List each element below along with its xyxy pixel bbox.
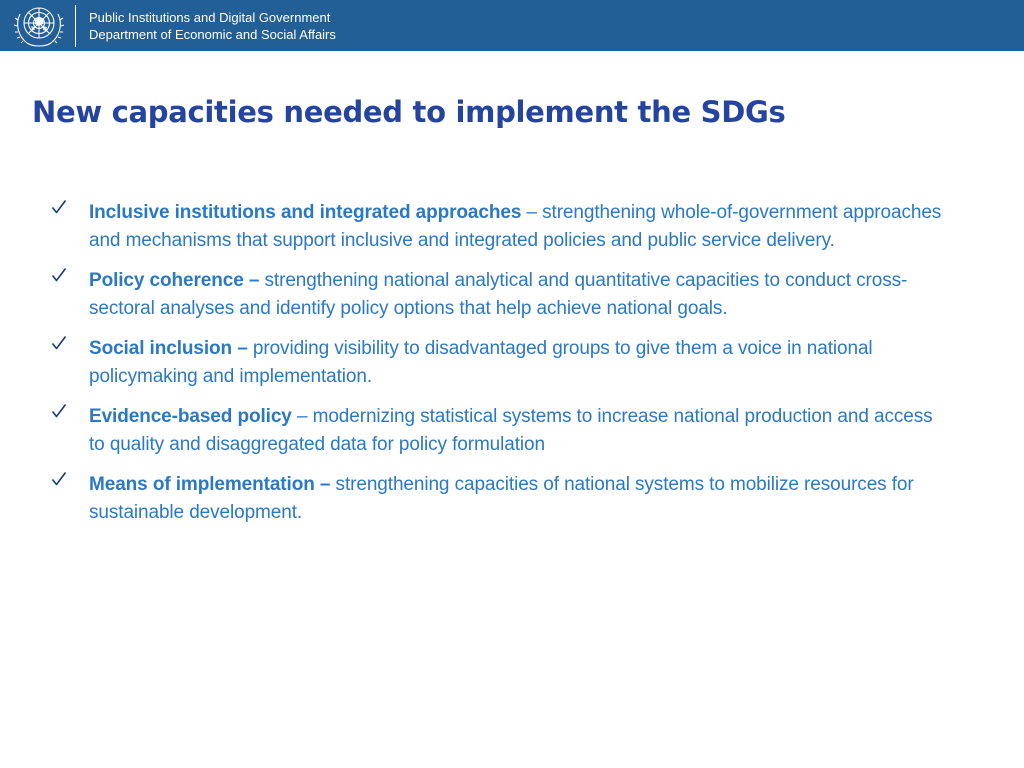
bullet-list — [0, 199, 1024, 539]
header-divider — [75, 5, 76, 47]
header-bar — [0, 0, 1024, 51]
bullet-description: strengthening capacities of national systems to mobilize resources for sustainable development. — [89, 474, 914, 523]
slide-title: New capacities needed to implement the SDGs — [32, 95, 786, 129]
checkmark-icon — [51, 403, 67, 419]
checkmark-icon — [51, 471, 67, 487]
checkmark-icon — [51, 267, 67, 283]
bullet-heading: Means of implementation – — [89, 474, 331, 495]
bullet-description: strengthening national analytical and quantitative capacities to conduct cross-sectoral analyses and identify policy options that help achieve national goals. — [89, 270, 908, 319]
bullet-text — [89, 335, 949, 391]
checkmark-icon — [51, 335, 67, 351]
un-emblem-icon — [11, 2, 67, 49]
header-org-name: Public Institutions and Digital Government — [89, 10, 331, 25]
bullet-heading: Inclusive institutions and integrated approaches — [89, 202, 522, 223]
bullet-item — [0, 267, 1024, 323]
bullet-text — [89, 199, 949, 255]
bullet-item — [0, 199, 1024, 255]
bullet-text — [89, 471, 949, 527]
bullet-item — [0, 403, 1024, 459]
bullet-description: – modernizing statistical systems to increase national production and access to quality and disaggregated data for policy formulation — [89, 406, 933, 455]
checkmark-icon — [51, 199, 67, 215]
bullet-heading: Policy coherence – — [89, 270, 260, 291]
bullet-heading: Evidence-based policy — [89, 406, 292, 427]
bullet-item — [0, 335, 1024, 391]
bullet-description: providing visibility to disadvantaged groups to give them a voice in national policymaking and implementation. — [89, 338, 873, 387]
bullet-heading: Social inclusion – — [89, 338, 248, 359]
bullet-description: – strengthening whole-of-government approaches and mechanisms that support inclusive and integrated policies and public service delivery. — [89, 202, 942, 251]
bullet-item — [0, 471, 1024, 527]
bullet-text — [89, 267, 949, 323]
header-department-name: Department of Economic and Social Affairs — [89, 27, 336, 42]
bullet-text — [89, 403, 949, 459]
